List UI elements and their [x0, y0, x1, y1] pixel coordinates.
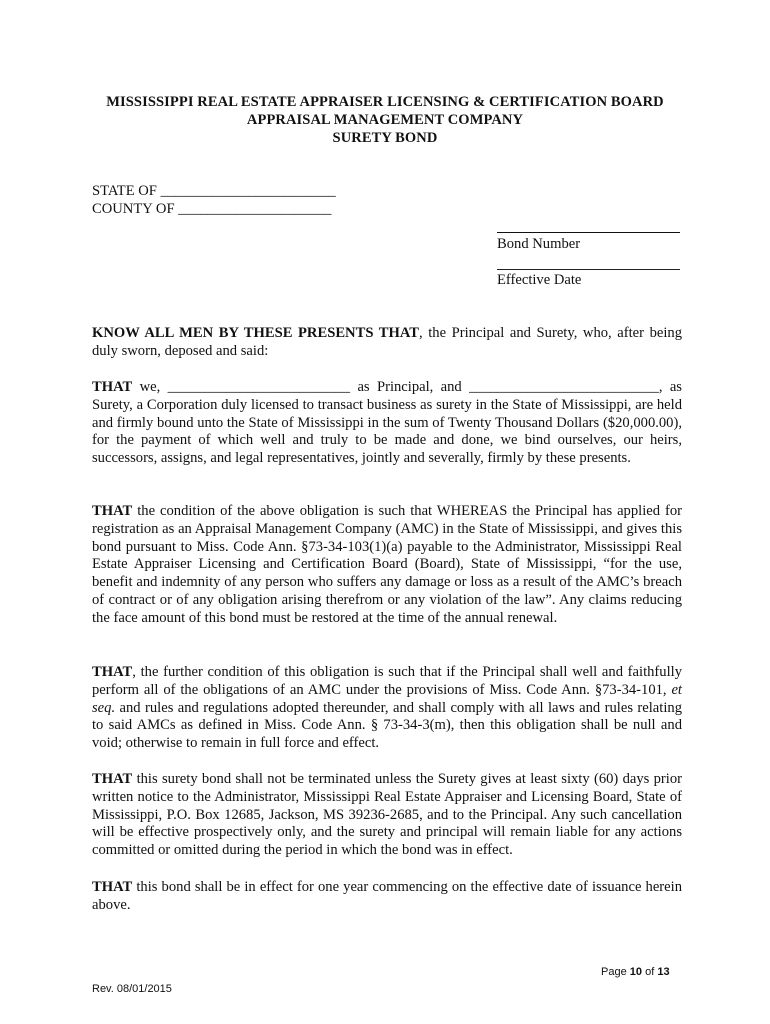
paragraph-lead: THAT — [92, 379, 133, 395]
paragraph-effective-period — [92, 879, 682, 915]
document-title: SURETY BOND — [332, 130, 438, 146]
paragraph-principal-surety — [92, 379, 682, 468]
paragraph-lead: KNOW ALL MEN BY THESE PRESENTS THAT — [92, 325, 420, 341]
paragraph-lead: THAT — [92, 503, 133, 519]
revision-date: Rev. 08/01/2015 — [92, 983, 172, 995]
effective-date-label: Effective Date — [497, 272, 582, 288]
paragraph-know-all-men — [92, 325, 682, 361]
page-word: Page — [601, 966, 627, 978]
paragraph-condition — [92, 503, 682, 628]
paragraph-text: this bond shall be in effect for one year commencing on the effective date of issuance herein above. — [92, 879, 682, 913]
paragraph-text: as Principal, and — [350, 379, 470, 395]
county-line — [92, 201, 331, 218]
effective-date-field[interactable] — [497, 269, 680, 270]
board-title: MISSISSIPPI REAL ESTATE APPRAISER LICENSING & CERTIFICATION BOARD — [106, 94, 664, 110]
state-field[interactable]: ________________________ — [160, 183, 336, 199]
county-label: COUNTY OF — [92, 201, 175, 217]
page-total: 13 — [657, 966, 670, 978]
et-seq-text: et seq. — [92, 681, 682, 716]
page-number — [601, 966, 670, 978]
paragraph-text: and rules and regulations adopted thereunder, and shall comply with all laws and rules relating to said AMCs as defined in Miss. Code Ann. § 73-34-3(m), then this obligation shall be null and void; otherwise to remain in full force and effect. — [92, 699, 682, 752]
paragraph-text: , the Principal and Surety, who, after being duly sworn, deposed and said: — [92, 325, 683, 359]
paragraph-lead: THAT — [92, 771, 133, 787]
surety-name-field[interactable]: __________________________ — [469, 379, 659, 395]
paragraph-text: , the further condition of this obligation is such that if the Principal shall well and faithfully perform all of the obligations of an AMC under the provisions of Miss. Code Ann. §73-34-101, — [92, 664, 682, 698]
paragraph-text: the condition of the above obligation is such that WHEREAS the Principal has applied for registration as an Appraisal Management Company (AMC) in the State of Mississippi, and gives this bond pursuant to Miss. Code Ann. §73-34-103(1)(a) payable to the Administrator, Mississippi Real Estate Appraiser Licensing and Certification Board (Board), State of Mississippi, “for the use, benefit and indemnity of any person who suffers any damage or loss as a result of the AMC’s breach of contract or of any obligation arising therefrom or any violation of the law”. Any claims reducing the face amount of this bond must be restored at the time of the annual renewal. — [92, 503, 682, 626]
county-field[interactable]: _____________________ — [178, 201, 332, 217]
paragraph-lead: THAT — [92, 879, 133, 895]
paragraph-termination — [92, 771, 682, 860]
page-current: 10 — [629, 966, 643, 978]
document-subtitle: APPRAISAL MANAGEMENT COMPANY — [246, 112, 524, 128]
paragraph-text: , as Surety, a Corporation duly licensed to transact business as surety in the State of Mississippi, are held and firmly bound unto the State of Mississippi in the sum of Twenty Thousand Dollars ($20,000.00), for the payment of which well and truly to be made and done, we bind ourselves, our heirs, successors, assigns, and legal representatives, jointly and severally, firmly by these presents. — [92, 379, 682, 467]
paragraph-lead: THAT — [92, 664, 133, 680]
paragraph-text: we, — [132, 379, 168, 395]
bond-number-label: Bond Number — [497, 236, 581, 252]
page-of: of — [645, 966, 655, 978]
bond-number-field[interactable] — [497, 232, 680, 233]
state-label: STATE OF — [92, 183, 157, 199]
paragraph-further-condition — [92, 664, 682, 753]
paragraph-text: this surety bond shall not be terminated unless the Surety gives at least sixty (60) days prior written notice to the Administrator, Mississippi Real Estate Appraiser and Licensing Board, State of Mississippi, P.O. Box 12685, Jackson, MS 39236-2685, and to the Principal. Any such cancellation will be effective prospectively only, and the surety and principal will remain liable for any actions committed or omitted during the period in which the bond was in effect. — [92, 771, 682, 859]
principal-name-field[interactable]: _________________________ — [167, 379, 351, 395]
state-line — [92, 183, 336, 200]
